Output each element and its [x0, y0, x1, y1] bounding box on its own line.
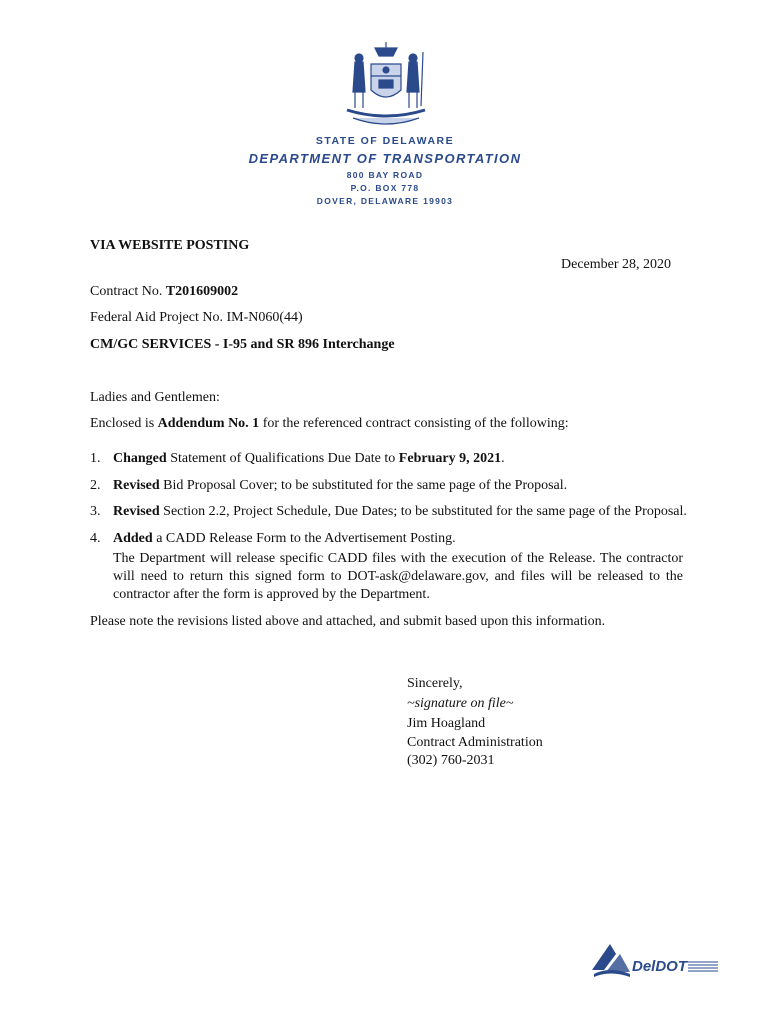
list-item-4-text: a CADD Release Form to the Advertisement Posting.	[152, 531, 456, 546]
list-item-4-detail: The Department will release specific CADD files with the execution of the Release. The contractor will need to return this signed form to DOT-ask@delaware.gov, and files will be released to the contractor after the form is approved by the Department.	[113, 551, 683, 602]
letterhead-address-3: DOVER, DELAWARE 19903	[316, 196, 454, 206]
intro-addendum: Addendum No. 1	[157, 416, 260, 431]
closing-note: Please note the revisions listed above and attached, and submit based upon this information.	[90, 614, 606, 629]
letter-date: December 28, 2020	[561, 257, 672, 272]
list-item-2-text: Bid Proposal Cover; to be substituted for the same page of the Proposal.	[159, 478, 568, 493]
intro-paragraph	[90, 415, 569, 433]
list-item-2-action: Revised	[113, 478, 160, 493]
state-seal-icon	[339, 42, 433, 130]
letterhead-state: STATE OF DELAWARE	[315, 135, 455, 147]
letterhead-address-1: 800 BAY ROAD	[346, 170, 424, 180]
letterhead-department: DEPARTMENT OF TRANSPORTATION	[248, 151, 522, 166]
list-item-3-text: Section 2.2, Project Schedule, Due Dates; to be substituted for the same page of the Proposal.	[159, 504, 687, 519]
list-item-1-end: .	[501, 451, 505, 466]
contract-number	[90, 283, 238, 301]
list-item-3-action: Revised	[113, 504, 160, 519]
posting-label: VIA WEBSITE POSTING	[90, 238, 250, 253]
closing: Sincerely,	[407, 676, 463, 691]
list-item-1-date: February 9, 2021	[398, 451, 502, 466]
contract-id: T201609002	[165, 284, 239, 299]
salutation: Ladies and Gentlemen:	[90, 390, 220, 405]
contract-label: Contract No.	[90, 284, 166, 299]
list-item-4-number: 4.	[90, 531, 101, 546]
list-item-4-action: Added	[113, 531, 153, 546]
list-item-1	[113, 450, 505, 468]
signer-phone: (302) 760-2031	[407, 753, 495, 768]
list-item-2	[113, 477, 567, 495]
federal-aid-project: Federal Aid Project No. IM-N060(44)	[90, 310, 303, 325]
deldot-logo-icon	[590, 940, 720, 980]
intro-pre: Enclosed is	[90, 416, 158, 431]
signature-line: ~signature on file~	[407, 696, 514, 711]
list-item-1-text: Statement of Qualifications Due Date to	[166, 451, 399, 466]
list-item-3	[113, 503, 687, 521]
deldot-logo-text: DelDOT	[632, 958, 688, 975]
list-item-1-number: 1.	[90, 451, 101, 466]
letterhead-address-2: P.O. BOX 778	[350, 183, 420, 193]
signer-name: Jim Hoagland	[407, 716, 486, 731]
intro-post: for the referenced contract consisting of the following:	[259, 416, 569, 431]
list-item-1-action: Changed	[113, 451, 167, 466]
subject-line: CM/GC SERVICES - I-95 and SR 896 Interchange	[90, 337, 395, 352]
list-item-2-number: 2.	[90, 478, 101, 493]
list-item-4	[113, 530, 456, 548]
signer-title: Contract Administration	[407, 735, 543, 750]
list-item-3-number: 3.	[90, 504, 101, 519]
